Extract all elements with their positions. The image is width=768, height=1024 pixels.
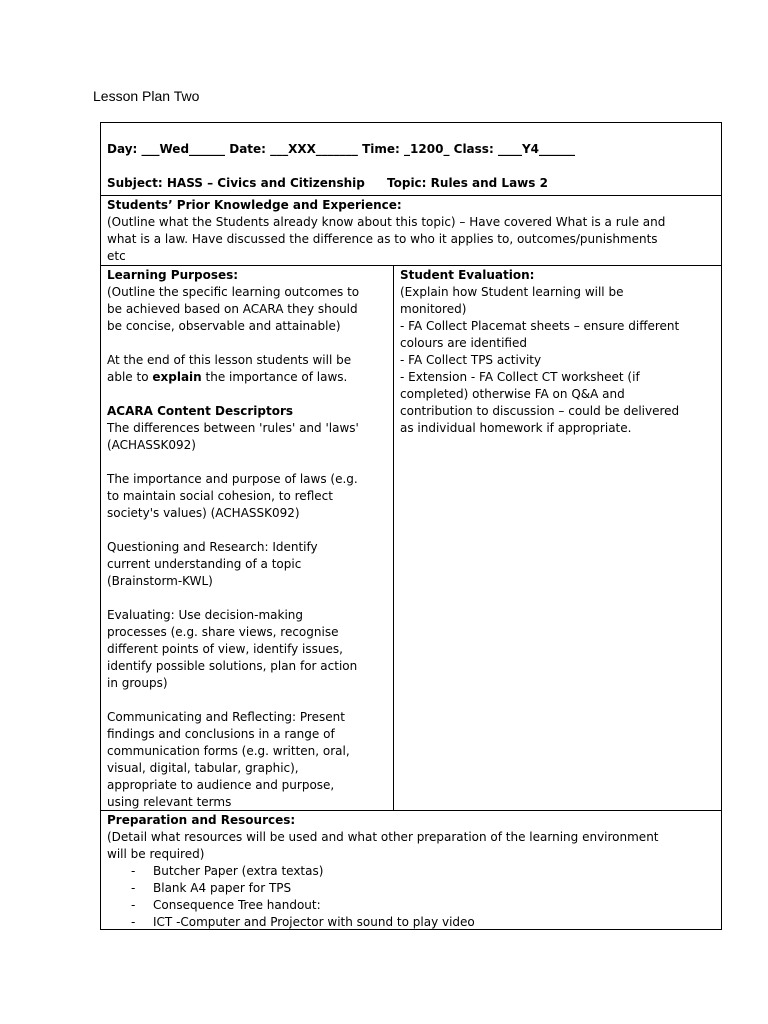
date-value: ___XXX_______ (270, 142, 358, 156)
list-item: - ICT -Computer and Projector with sound to play video (131, 915, 475, 929)
acara-paragraph: The importance and purpose of laws (e.g. to maintain social cohesion, to reflect society's values) (ACHASSK092) (107, 472, 358, 520)
prior-knowledge-line: etc (107, 249, 126, 263)
list-item: - Butcher Paper (extra textas) (131, 864, 324, 878)
date-label: Date: (229, 142, 266, 156)
learning-purposes-line: (Outline the specific learning outcomes to (107, 285, 360, 299)
lesson-plan-table (100, 122, 722, 930)
prior-knowledge-line: (Outline what the Students already know about this topic) – Have covered What is a rule and (107, 215, 666, 229)
learning-purposes-line: be concise, observable and attainable) (107, 319, 341, 333)
day-label: Day: (107, 142, 138, 156)
list-item: - Blank A4 paper for TPS (131, 881, 292, 895)
evaluation-line: colours are identified (400, 336, 527, 350)
prior-knowledge-heading: Students’ Prior Knowledge and Experience: (107, 198, 402, 212)
evaluation-line: contribution to discussion – could be delivered (400, 404, 680, 418)
outcome-line: At the end of this lesson students will be (107, 353, 352, 367)
learning-purposes-heading: Learning Purposes: (107, 268, 239, 282)
prior-knowledge-row (101, 196, 721, 266)
header-row (101, 123, 721, 196)
acara-paragraph: The differences between 'rules' and 'laws' (ACHASSK092) (107, 421, 359, 452)
topic-label: Topic: (387, 176, 427, 190)
class-value: ____Y4______ (497, 142, 575, 156)
time-label: Time: (362, 142, 400, 156)
student-evaluation-heading: Student Evaluation: (400, 268, 535, 282)
list-item: - Consequence Tree handout: (131, 898, 321, 912)
preparation-cell (101, 811, 721, 929)
class-label: Class: (453, 142, 494, 156)
evaluation-line: (Explain how Student learning will be (400, 285, 624, 299)
prior-knowledge-cell (101, 196, 721, 265)
time-value: _1200_ (404, 142, 450, 156)
topic-value: Rules and Laws 2 (430, 176, 548, 190)
preparation-line: (Detail what resources will be used and what other preparation of the learning environment (107, 830, 659, 844)
subject-label: Subject: (107, 176, 163, 190)
acara-heading: ACARA Content Descriptors (107, 404, 294, 418)
bullet-dash: - (131, 864, 136, 878)
evaluation-line: - FA Collect Placemat sheets – ensure different (400, 319, 680, 333)
evaluation-line: monitored) (400, 302, 467, 316)
resource-list (107, 863, 715, 929)
learning-purposes-line: be achieved based on ACARA they should (107, 302, 358, 316)
outcome-keyword: explain (152, 370, 202, 384)
acara-paragraph: Questioning and Research: Identify current understanding of a topic (Brainstorm-KWL) (107, 540, 318, 588)
acara-paragraph: Evaluating: Use decision-making processes (e.g. share views, recognise different points of view, identify issues, identify possible solutions, plan for action in groups) (107, 608, 358, 690)
bullet-dash: - (131, 881, 136, 895)
document-title: Lesson Plan Two (93, 88, 200, 104)
day-value: ___Wed______ (141, 142, 226, 156)
student-evaluation-cell (394, 266, 721, 810)
subject-value: HASS – Civics and Citizenship (166, 176, 365, 190)
bullet-dash: - (131, 898, 136, 912)
learning-purposes-cell (101, 266, 394, 810)
evaluation-line: - Extension - FA Collect CT worksheet (if (400, 370, 640, 384)
preparation-row (101, 811, 721, 929)
preparation-heading: Preparation and Resources: (107, 813, 296, 827)
acara-paragraph: Communicating and Reflecting: Present findings and conclusions in a range of communication forms (e.g. written, oral, visual, digital, tabular, graphic), appropriate to audience and purpose, using relevant terms (107, 710, 350, 809)
outcome-line: able to explain the importance of laws. (107, 370, 348, 384)
preparation-line: will be required) (107, 847, 205, 861)
evaluation-line: - FA Collect TPS activity (400, 353, 542, 367)
bullet-dash: - (131, 915, 136, 929)
schedule-line (107, 141, 575, 158)
subject-line (107, 175, 548, 192)
evaluation-line: as individual homework if appropriate. (400, 421, 632, 435)
evaluation-line: completed) otherwise FA on Q&A and (400, 387, 625, 401)
purposes-evaluation-row (101, 266, 721, 811)
prior-knowledge-line: what is a law. Have discussed the difference as to who it applies to, outcomes/punishments (107, 232, 658, 246)
